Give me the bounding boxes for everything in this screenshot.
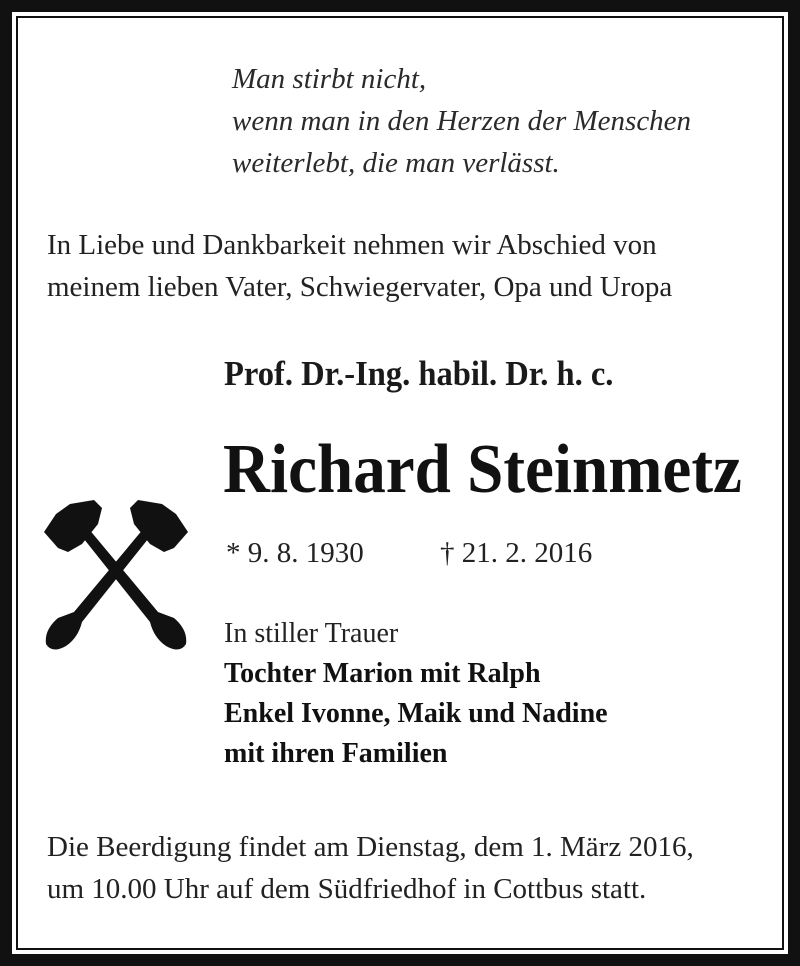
mourners-intro: In stiller Trauer xyxy=(224,618,399,649)
intro-line-2: meinem lieben Vater, Schwiegervater, Opa und Uropa xyxy=(47,271,673,303)
birth-date: * 9. 8. 1930 xyxy=(226,537,364,569)
mourners-block xyxy=(224,614,608,774)
motto-quote xyxy=(232,58,691,184)
intro-text xyxy=(47,224,672,308)
motto-line-2: wenn man in den Herzen der Menschen xyxy=(232,105,692,137)
mourners-line-2: Enkel Ivonne, Maik und Nadine xyxy=(224,698,608,729)
intro-line-1: In Liebe und Dankbarkeit nehmen wir Abschied von xyxy=(47,229,657,261)
hammer-and-pick-icon xyxy=(40,494,192,656)
deceased-name: Richard Steinmetz xyxy=(223,431,742,508)
mourners-line-3: mit ihren Familien xyxy=(224,738,448,769)
motto-line-1: Man stirbt nicht, xyxy=(232,63,427,95)
funeral-line-2: um 10.00 Uhr auf dem Südfriedhof in Cottbus statt. xyxy=(47,873,647,905)
mourners-line-1: Tochter Marion mit Ralph xyxy=(224,658,541,689)
academic-title: Prof. Dr.-Ing. habil. Dr. h. c. xyxy=(224,354,614,393)
death-date: † 21. 2. 2016 xyxy=(440,537,593,569)
motto-line-3: weiterlebt, die man verlässt. xyxy=(232,147,560,179)
funeral-line-1: Die Beerdigung findet am Dienstag, dem 1. März 2016, xyxy=(47,831,694,863)
funeral-notice xyxy=(47,826,694,910)
